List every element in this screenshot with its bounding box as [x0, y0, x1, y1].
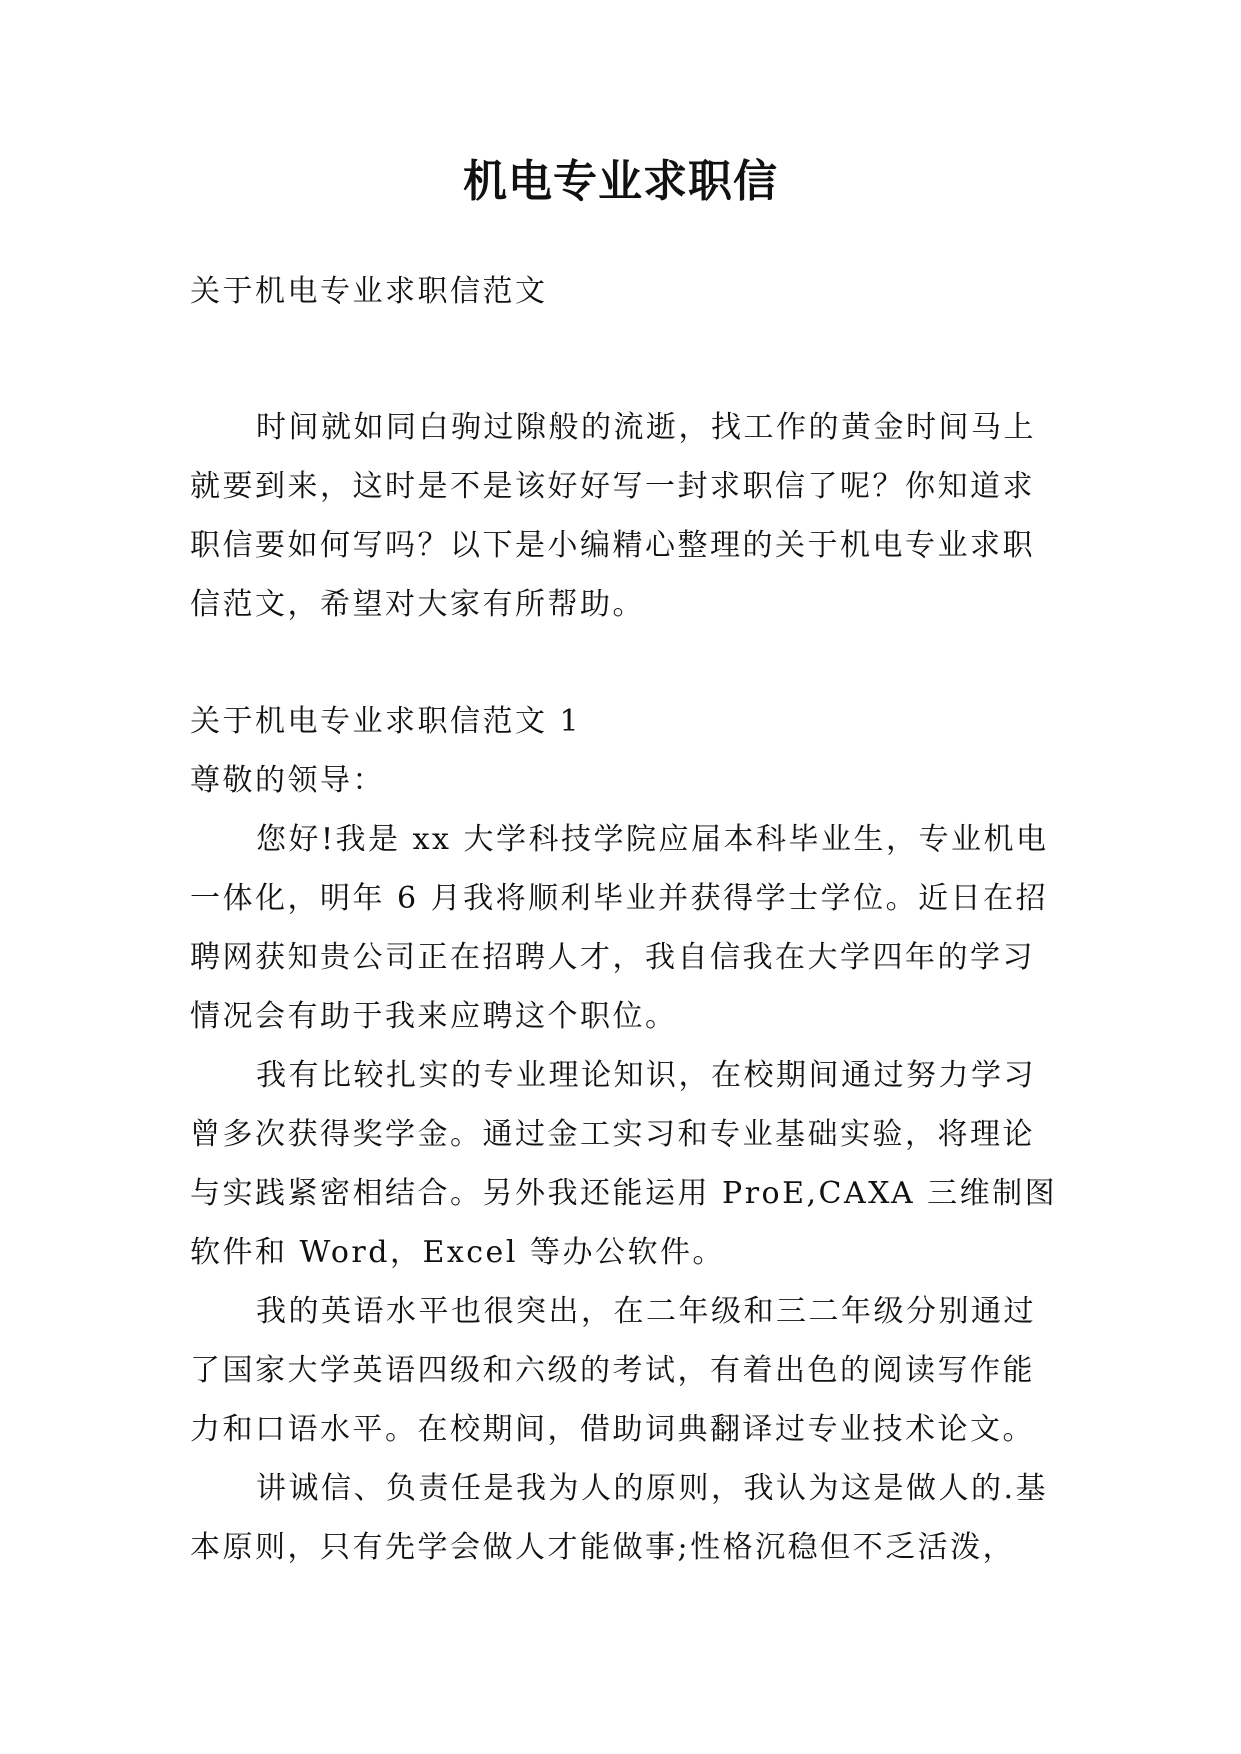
letter-paragraph: 我有比较扎实的专业理论知识，在校期间通过努力学习曾多次获得奖学金。通过金工实习和专业基础实验，将理论与实践紧密相结合。另外我还能运用 ProE,CAXA 三维制图软件和 Word，Excel 等办公软件。 [190, 1058, 1058, 1270]
letter-body [190, 751, 1060, 1577]
letter-paragraph: 您好!我是 xx 大学科技学院应届本科毕业生，专业机电一体化，明年 6 月我将顺利毕业并获得学士学位。近日在招聘网获知贵公司正在招聘人才，我自信我在大学四年的学习情况会有助于我来应聘这个职位。 [190, 822, 1049, 1034]
letter-paragraph: 我的英语水平也很突出，在二年级和三二年级分别通过了国家大学英语四级和六级的考试，有着出色的阅读写作能力和口语水平。在校期间，借助词典翻译过专业技术论文。 [190, 1294, 1036, 1447]
document-subtitle: 关于机电专业求职信范文 [190, 274, 548, 309]
letter-paragraph: 讲诚信、负责任是我为人的原则，我认为这是做人的.基本原则，只有先学会做人才能做事;性格沉稳但不乏活泼， [190, 1471, 1049, 1565]
intro-paragraph: 时间就如同白驹过隙般的流逝，找工作的黄金时间马上就要到来，这时是不是该好好写一封求职信了呢？你知道求职信要如何写吗？以下是小编精心整理的关于机电专业求职信范文，希望对大家有所帮助。 [190, 410, 1036, 622]
letter-salutation: 尊敬的领导： [190, 763, 385, 798]
document-title: 机电专业求职信 [463, 156, 778, 207]
section-heading: 关于机电专业求职信范文 1 [190, 704, 582, 739]
